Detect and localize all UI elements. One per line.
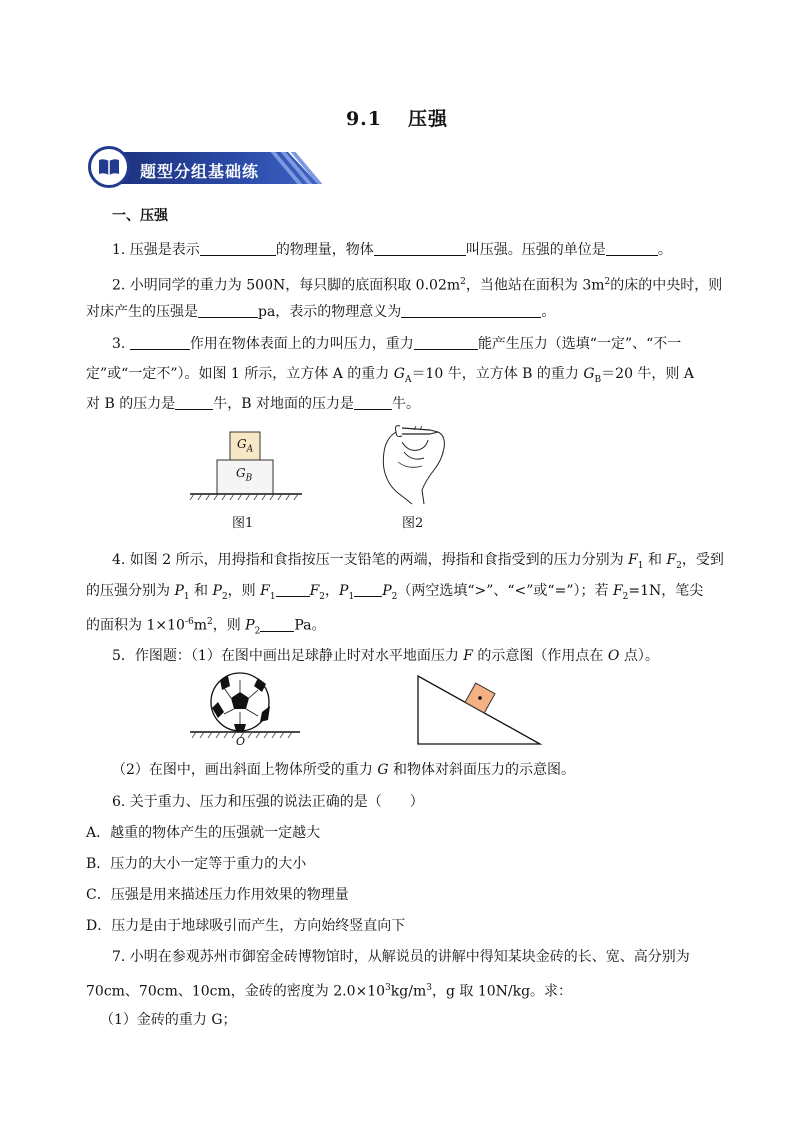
question-4-line-1: 4. 如图 2 所示，用拇指和食指按压一支铅笔的两端，拇指和食指受到的压力分别为 $F_1$ 和 $F_2$，受到 [112,552,724,571]
answer-blank[interactable] [354,395,392,410]
block-b-label: $G_B$ [236,466,253,484]
answer-blank[interactable] [401,303,541,318]
figure-2-caption: 图2 [402,516,424,531]
option-d[interactable]: D．压力是由于地球吸引而产生，方向始终竖直向下 [86,918,406,934]
section-title: 压强 [408,108,449,130]
question-7-line-1: 7. 小明在参观苏州市御窑金砖博物馆时，从解说员的讲解中得知某块金砖的长、宽、高分别为 [112,949,690,965]
question-5-line-1: 5．作图题：（1）在图中画出足球静止时对水平地面压力 F 的示意图（作用点在 O 点）。 [112,648,659,664]
answer-blank[interactable] [260,617,294,632]
figure-1-caption: 图1 [232,516,254,531]
question-7-line-2: 70cm、70cm、10cm，金砖的密度为 $2.0\times 10^3kg/m^3$，g 取 10N/kg。求： [86,983,573,1000]
point-o-label: O [236,735,246,748]
section-number: 9.1 [345,108,383,130]
banner-label: 题型分组基础练 [140,162,260,181]
question-3-line-1: 3. 作用在物体表面上的力叫压力，重力 能产生压力（选填“一定”、“不一 [112,336,682,352]
question-2-line-1: 2. 小明同学的重力为 500N，每只脚的底面积取 $0.02m^2$，当他站在面积为 $3m^2$的床的中央时，则 [112,277,723,294]
answer-blank[interactable] [200,241,276,256]
answer-blank[interactable] [374,241,466,256]
answer-blank[interactable] [606,241,658,256]
book-icon [88,146,130,188]
question-7-part-1: （1）金砖的重力 G； [100,1012,237,1028]
block-a-label: $G_A$ [237,437,254,455]
section-heading: 一、压强 [112,208,168,224]
question-5-line-2: （2）在图中，画出斜面上物体所受的重力 G 和物体对斜面压力的示意图。 [112,762,575,778]
question-1: 1. 压强是表示 的物理量，物体 叫压强。压强的单位是 。 [112,242,672,258]
answer-blank[interactable] [354,582,382,597]
option-b[interactable]: B．压力的大小一定等于重力的大小 [86,856,307,872]
option-a[interactable]: A．越重的物体产生的压强就一定越大 [86,825,321,841]
question-2-line-2: 对床产生的压强是 pa，表示的物理意义为 。 [86,304,556,320]
question-3-line-3: 对 B 的压力是 牛，B 对地面的压力是 牛。 [86,396,420,412]
figure-2-hand-pencil [372,418,452,506]
answer-blank[interactable] [276,582,310,597]
answer-blank[interactable] [130,335,190,350]
soccer-ball-figure [190,672,310,744]
question-3-line-2: 定”或“一定不”）。如图 1 所示，立方体 A 的重力 $G_A=10$ 牛，立方体 B 的重力 $G_B=20$ 牛，则 A [86,366,694,385]
incline-figure [416,674,544,748]
question-4-line-2: 的压强分别为 $P_1$ 和 $P_2$，则 $F_1$ $F_2$，$P_1$ $P_2$（两空选填“>”、“<”或“=”）；若 $F_2=1N$，笔尖 [86,583,704,602]
answer-blank[interactable] [175,395,213,410]
answer-blank[interactable] [414,335,478,350]
page-title [0,104,794,131]
question-4-line-3: 的面积为 $1\times 10^{-6}m^2$，则 $P_2$ Pa。 [86,617,326,637]
question-6-stem: 6. 关于重力、压力和压强的说法正确的是（ ） [112,794,424,810]
option-c[interactable]: C．压强是用来描述压力作用效果的物理量 [86,887,349,903]
answer-blank[interactable] [198,303,258,318]
section-banner [88,146,324,190]
